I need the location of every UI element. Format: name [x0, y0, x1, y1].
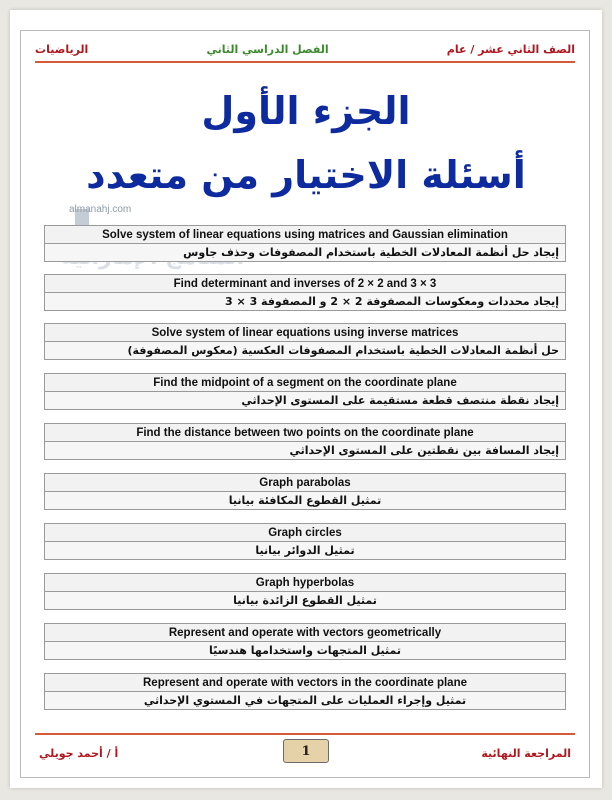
- topic-item: [44, 225, 566, 262]
- topic-item: [44, 373, 566, 410]
- page-number: 1: [283, 739, 329, 763]
- topic-en: Graph parabolas: [45, 474, 565, 492]
- topic-ar: إيجاد حل أنظمة المعادلات الخطية باستخدام المصفوفات وحذف جاوس: [45, 244, 565, 261]
- topic-ar: تمثيل الدوائر بيانيا: [45, 542, 565, 559]
- author-label: أ / أحمد جويلي: [39, 747, 119, 760]
- footer-divider: [35, 733, 575, 735]
- topic-ar: إيجاد المسافة بين نقطتين على المستوى الإحداثي: [45, 442, 565, 459]
- topic-item: [44, 323, 566, 360]
- section-title: أسئلة الاختيار من متعدد: [86, 153, 526, 197]
- topic-en: Represent and operate with vectors geometrically: [45, 624, 565, 642]
- topic-item: [44, 673, 566, 710]
- topic-ar: تمثيل المتجهات واستخدامها هندسيًا: [45, 642, 565, 659]
- header-divider: [35, 61, 575, 63]
- topic-ar: حل أنظمة المعادلات الخطية باستخدام المصفوفات العكسية (معكوس المصفوفة): [45, 342, 565, 359]
- subject-label: الرياضيات: [35, 42, 89, 56]
- topic-en: Find the distance between two points on the coordinate plane: [45, 424, 565, 442]
- topic-item: [44, 523, 566, 560]
- page-footer: [35, 739, 575, 779]
- topic-en: Find determinant and inverses of 2 × 2 and 3 × 3: [45, 275, 565, 293]
- review-label: المراجعة النهائية: [481, 747, 571, 760]
- topic-item: [44, 623, 566, 660]
- topic-en: Solve system of linear equations using inverse matrices: [45, 324, 565, 342]
- page-header: [35, 37, 575, 61]
- watermark-site: almanahj.com: [69, 204, 132, 215]
- topic-en: Graph hyperbolas: [45, 574, 565, 592]
- grade-label: الصف الثاني عشر / عام: [446, 42, 575, 56]
- topic-en: Graph circles: [45, 524, 565, 542]
- semester-label: الفصل الدراسي الثاني: [206, 42, 329, 56]
- topic-item: [44, 473, 566, 510]
- topic-item: [44, 274, 566, 311]
- part-title: الجزء الأول: [201, 89, 411, 133]
- topic-ar: تمثيل القطوع المكافئة بيانيا: [45, 492, 565, 509]
- topic-item: [44, 573, 566, 610]
- topic-ar: إيجاد نقطة منتصف قطعة مستقيمة على المستوى الإحداثي: [45, 392, 565, 409]
- topic-en: Find the midpoint of a segment on the coordinate plane: [45, 374, 565, 392]
- page-frame: [20, 30, 590, 778]
- topic-ar: تمثيل القطوع الزائدة بيانيا: [45, 592, 565, 609]
- topic-en: Represent and operate with vectors in the coordinate plane: [45, 674, 565, 692]
- topic-ar: تمثيل وإجراء العمليات على المتجهات في المستوي الإحداثي: [45, 692, 565, 709]
- topic-item: [44, 423, 566, 460]
- topic-ar: إيجاد محددات ومعكوسات المصفوفة 2 × 2 و المصفوفة 3 × 3: [45, 293, 565, 310]
- document-page: [10, 10, 602, 788]
- topic-en: Solve system of linear equations using matrices and Gaussian elimination: [45, 226, 565, 244]
